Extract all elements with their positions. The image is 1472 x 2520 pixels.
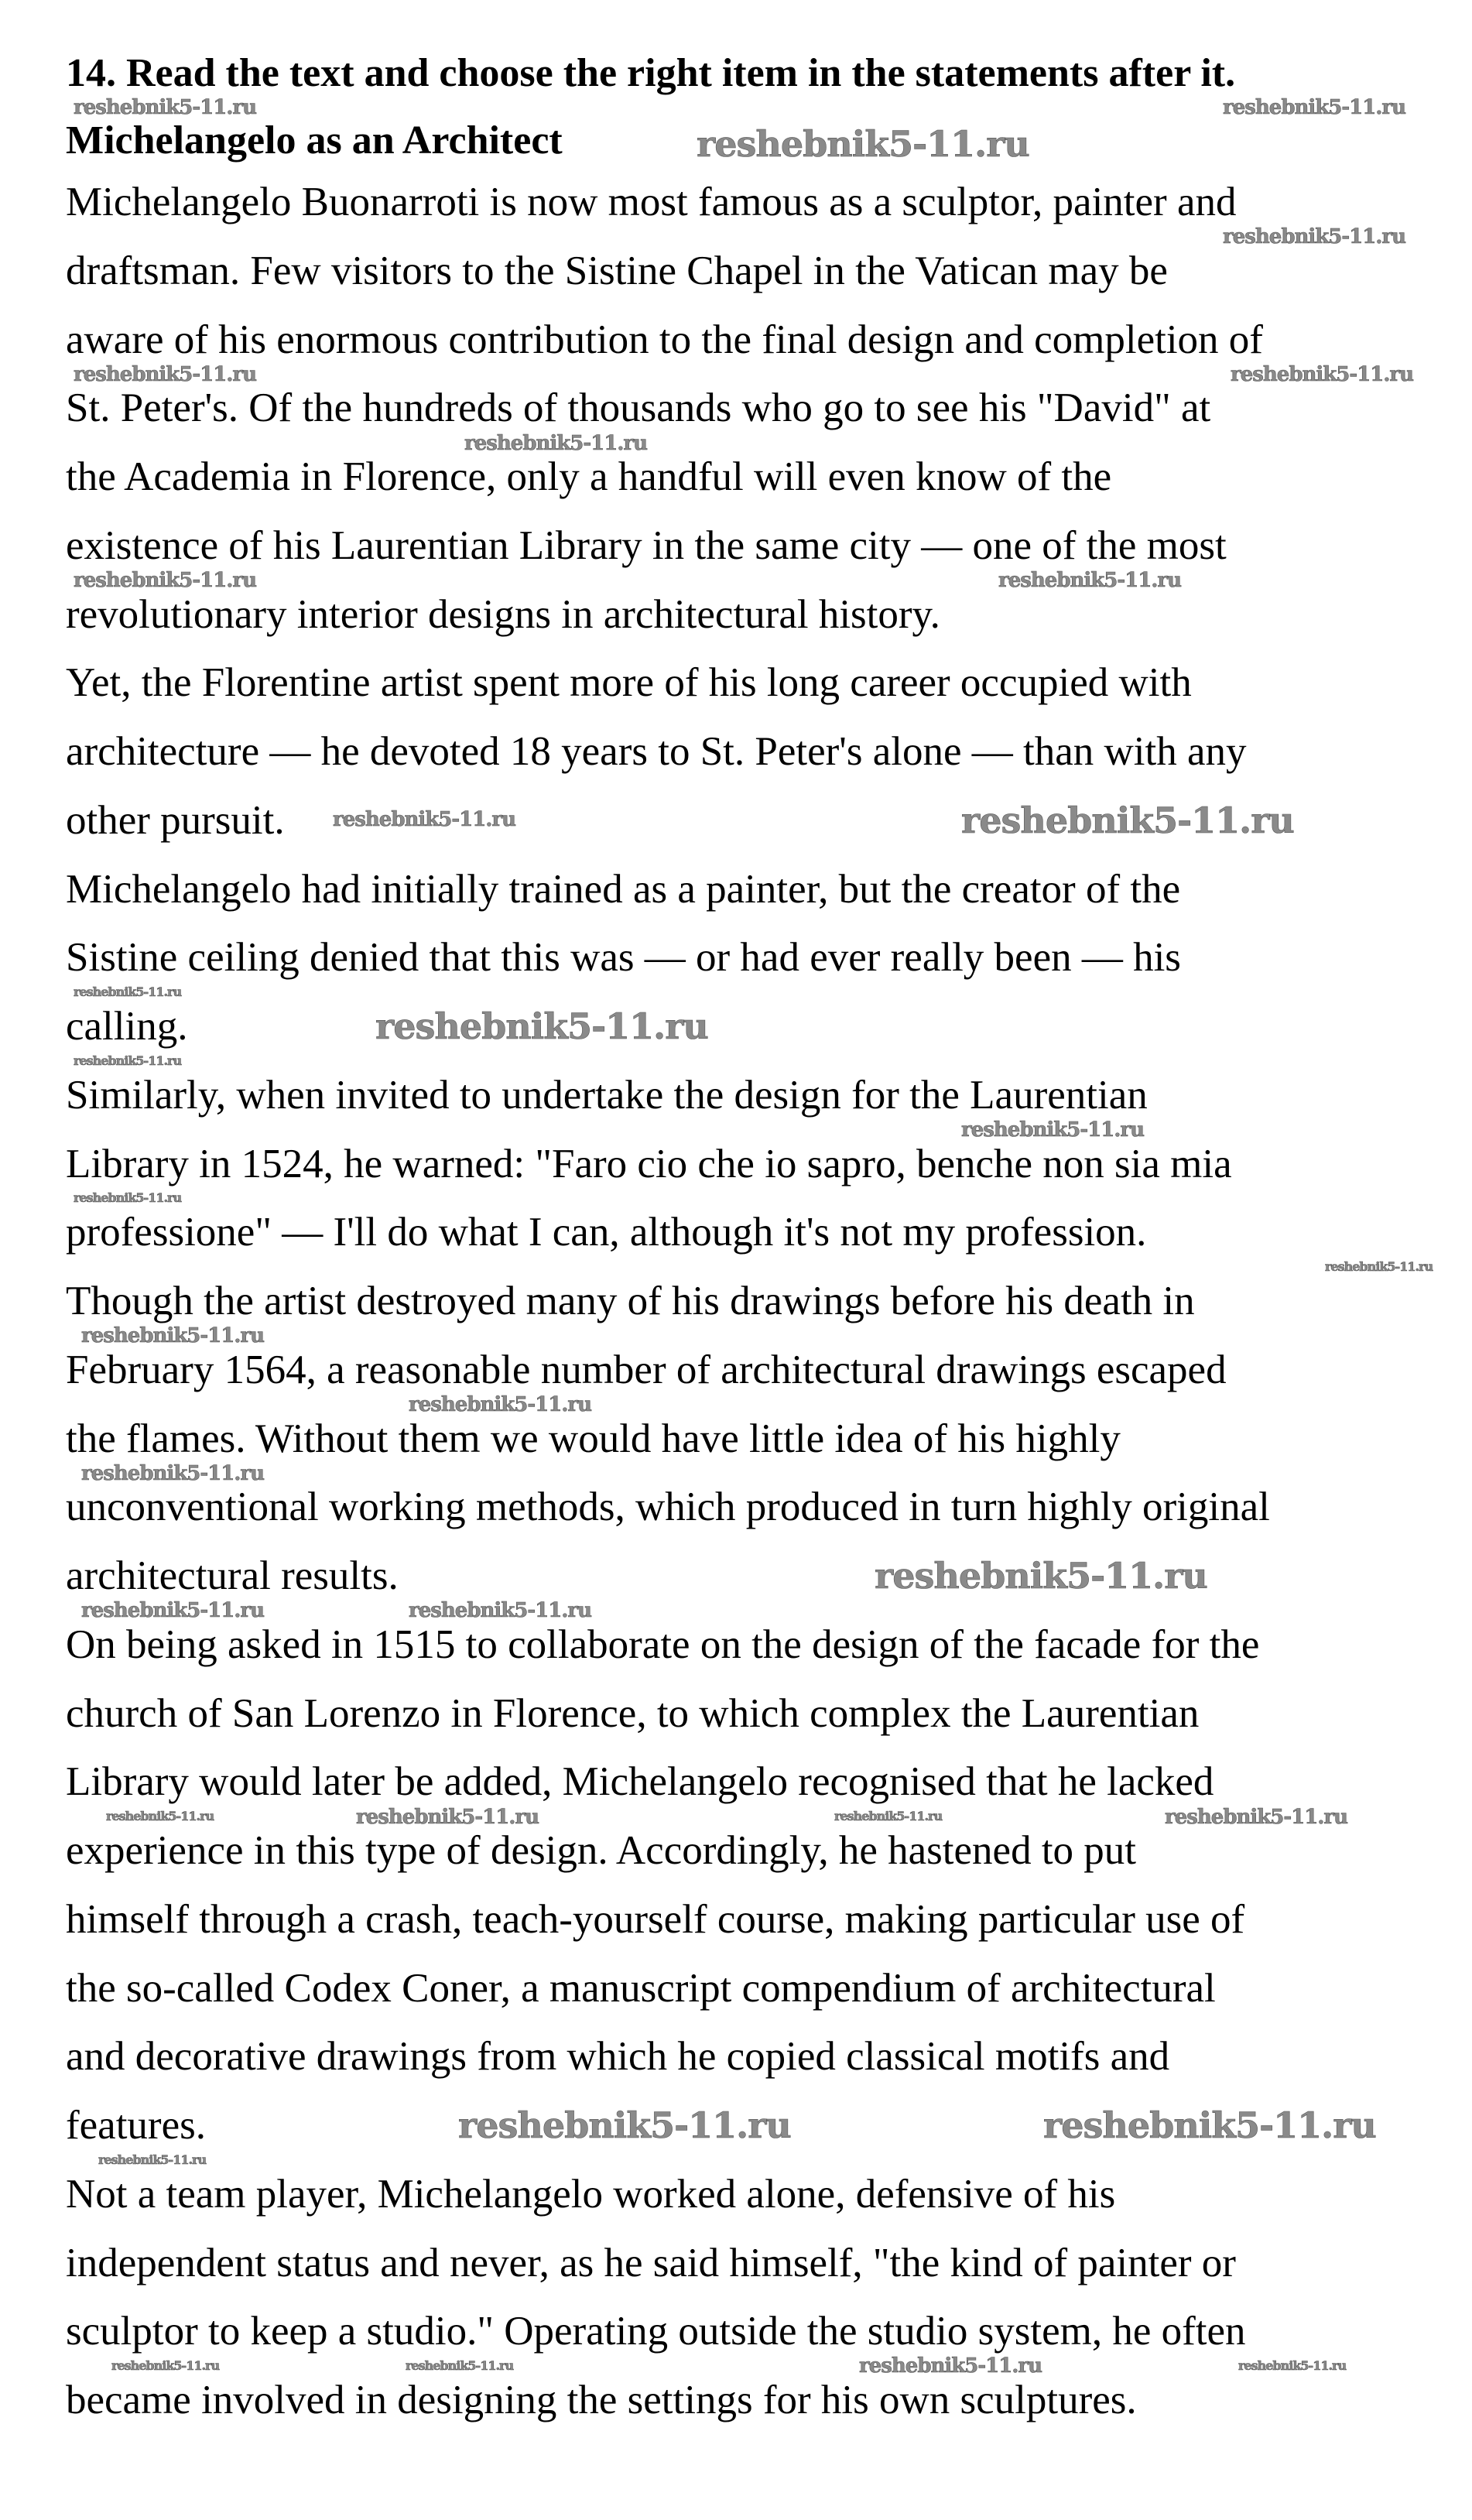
watermark: reshebnik5-11.ru xyxy=(356,1806,539,1829)
text-line: draftsman. Few visitors to the Sistine Chapel in the Vatican may be xyxy=(66,248,1168,293)
text-line: Sistine ceiling denied that this was — or had ever really been — his xyxy=(66,935,1181,981)
watermark: reshebnik5-11.ru xyxy=(333,808,516,831)
text-line: himself through a crash, teach-yourself course, making particular use of xyxy=(66,1896,1245,1942)
watermark: reshebnik5-11.ru xyxy=(998,569,1182,592)
watermark: reshebnik5-11.ru xyxy=(74,1190,182,1205)
text-line: Similarly, when invited to undertake the design for the Laurentian xyxy=(66,1072,1148,1118)
text-line: other pursuit. xyxy=(66,797,285,843)
watermark: reshebnik5-11.ru xyxy=(74,96,257,119)
watermark: reshebnik5-11.ru xyxy=(1043,2104,1376,2146)
watermark: reshebnik5-11.ru xyxy=(106,1809,214,1823)
text-line: Michelangelo Buonarroti is now most famous as a sculptor, painter and xyxy=(66,180,1237,224)
watermark: reshebnik5-11.ru xyxy=(81,1324,265,1347)
watermark: reshebnik5-11.ru xyxy=(409,1393,592,1416)
text-line: aware of his enormous contribution to the final design and completion of xyxy=(66,317,1263,362)
watermark: reshebnik5-11.ru xyxy=(98,2152,207,2167)
watermark: reshebnik5-11.ru xyxy=(1325,1259,1433,1274)
text-line: February 1564, a reasonable number of architectural drawings escaped xyxy=(66,1347,1227,1392)
watermark: reshebnik5-11.ru xyxy=(458,2104,791,2146)
text-line: experience in this type of design. Accordingly, he hastened to put xyxy=(66,1828,1137,1873)
text-line: calling. xyxy=(66,1004,188,1049)
text-line: unconventional working methods, which produced in turn highly original xyxy=(66,1484,1270,1530)
text-line: and decorative drawings from which he copied classical motifs and xyxy=(66,2034,1170,2080)
task-title: 14. Read the text and choose the right item in the statements after it. xyxy=(66,51,1236,95)
watermark: reshebnik5-11.ru xyxy=(697,123,1029,165)
watermark: reshebnik5-11.ru xyxy=(409,1599,592,1622)
watermark: reshebnik5-11.ru xyxy=(74,569,257,592)
watermark: reshebnik5-11.ru xyxy=(81,1462,265,1485)
text-line: St. Peter's. Of the hundreds of thousands who go to see his "David" at xyxy=(66,385,1211,431)
watermark: reshebnik5-11.ru xyxy=(1165,1806,1348,1829)
watermark: reshebnik5-11.ru xyxy=(406,2358,514,2373)
text-line: Though the artist destroyed many of his drawings before his death in xyxy=(66,1279,1195,1323)
text-line: professione" — I'll do what I can, although it's not my profession. xyxy=(66,1210,1147,1255)
text-line: sculptor to keep a studio." Operating outside the studio system, he often xyxy=(66,2309,1246,2354)
watermark: reshebnik5-11.ru xyxy=(81,1599,265,1622)
text-line: Library would later be added, Michelangelo recognised that he lacked xyxy=(66,1759,1214,1805)
text-line: features. xyxy=(66,2103,206,2148)
text-line: On being asked in 1515 to collaborate on the design of the facade for the xyxy=(66,1621,1260,1667)
text-line: architecture — he devoted 18 years to St. Peter's alone — than with any xyxy=(66,729,1247,774)
text-line: Not a team player, Michelangelo worked alone, defensive of his xyxy=(66,2171,1116,2217)
watermark: reshebnik5-11.ru xyxy=(74,984,182,999)
watermark: reshebnik5-11.ru xyxy=(1238,2358,1347,2373)
text-line: existence of his Laurentian Library in the same city — one of the most xyxy=(66,522,1227,568)
watermark: reshebnik5-11.ru xyxy=(875,1555,1207,1597)
watermark: reshebnik5-11.ru xyxy=(859,2354,1042,2378)
watermark: reshebnik5-11.ru xyxy=(1223,225,1406,248)
article-title: Michelangelo as an Architect xyxy=(66,118,563,163)
text-line: Michelangelo had initially trained as a painter, but the creator of the xyxy=(66,866,1181,912)
text-line: the flames. Without them we would have little idea of his highly xyxy=(66,1416,1121,1461)
watermark: reshebnik5-11.ru xyxy=(111,2358,220,2373)
text-line: Yet, the Florentine artist spent more of his long career occupied with xyxy=(66,660,1192,706)
text-line: the so-called Codex Coner, a manuscript compendium of architectural xyxy=(66,1965,1216,2011)
watermark: reshebnik5-11.ru xyxy=(961,1118,1145,1142)
text-line: architectural results. xyxy=(66,1553,399,1598)
watermark: reshebnik5-11.ru xyxy=(74,363,257,386)
text-line: revolutionary interior designs in architectural history. xyxy=(66,591,940,637)
text-line: Library in 1524, he warned: "Faro cio che io sapro, benche non sia mia xyxy=(66,1141,1232,1186)
watermark: reshebnik5-11.ru xyxy=(464,432,648,455)
text-line: independent status and never, as he said himself, "the kind of painter or xyxy=(66,2240,1236,2285)
watermark: reshebnik5-11.ru xyxy=(1223,96,1406,119)
watermark: reshebnik5-11.ru xyxy=(961,799,1294,841)
watermark: reshebnik5-11.ru xyxy=(375,1005,708,1047)
watermark: reshebnik5-11.ru xyxy=(1231,363,1414,386)
text-line: became involved in designing the settings for his own sculptures. xyxy=(66,2378,1137,2422)
watermark: reshebnik5-11.ru xyxy=(74,1053,182,1068)
text-line: church of San Lorenzo in Florence, to which complex the Laurentian xyxy=(66,1690,1200,1736)
text-line: the Academia in Florence, only a handful will even know of the xyxy=(66,454,1112,499)
watermark: reshebnik5-11.ru xyxy=(834,1809,943,1823)
